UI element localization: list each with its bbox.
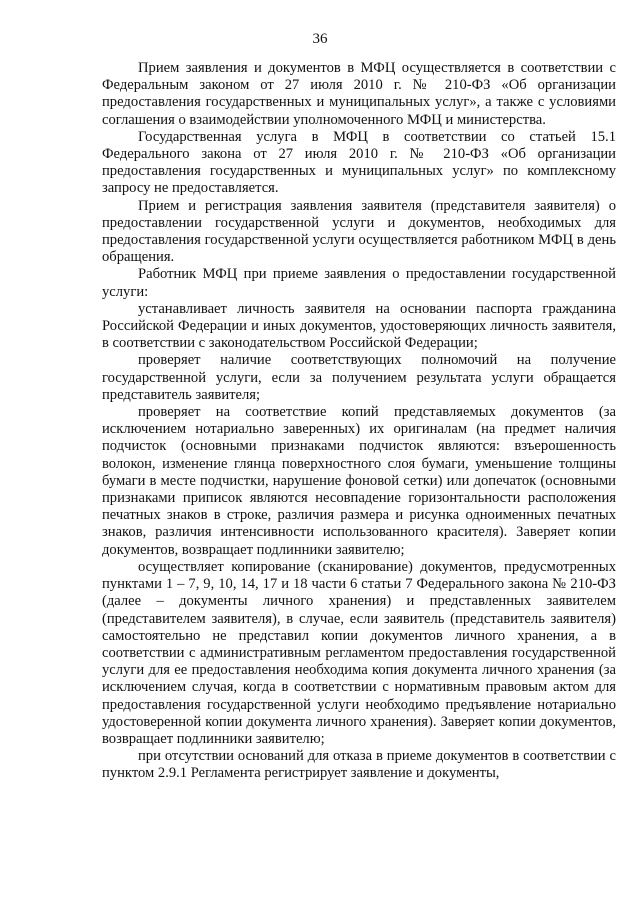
document-body (102, 60, 616, 783)
paragraph: Государственная услуга в МФЦ в соответствии со статьей 15.1 Федерального закона от 27 июля 2010 г. № 210-ФЗ «Об организации предоставления государственных и муниципальных услуг» по комплексному запросу не предоставляется. (102, 128, 616, 197)
paragraph: Работник МФЦ при приеме заявления о предоставлении государственной услуги: (102, 266, 616, 300)
paragraph: осуществляет копирование (сканирование) документов, предусмотренных пунктами 1 – 7, 9, 10, 14, 17 и 18 части 6 статьи 7 Федерального закона № 210-ФЗ (далее – документы личного хранения) и представленных заявителем (представителем заявителя), в случае, если заявитель (представитель заявителя) самостоятельно не представил копии документов личного хранения, а в соответствии с административным регламентом предоставления государственной услуги для ее предоставления необходима копия документа личного хранения (за исключением случая, когда в соответствии с нормативным правовым актом для предоставления государственной услуги необходимо предъявление нотариально удостоверенной копии документа личного хранения). Заверяет копии документов, возвращает подлинники заявителю; (102, 558, 616, 747)
paragraph: при отсутствии оснований для отказа в приеме документов в соответствии с пунктом 2.9.1 Регламента регистрирует заявление и документы, (102, 748, 616, 782)
paragraph: Прием и регистрация заявления заявителя (представителя заявителя) о предоставлении государственной услуги и документов, необходимых для предоставления государственной услуги осуществляется работником МФЦ в день обращения. (102, 197, 616, 266)
page-number: 36 (312, 31, 328, 47)
paragraph: Прием заявления и документов в МФЦ осуществляется в соответствии с Федеральным законом от 27 июля 2010 г. № 210-ФЗ «Об организации предоставления государственных и муниципальных услуг», а также с условиями соглашения о взаимодействии уполномоченного МФЦ и министерства. (102, 60, 616, 128)
paragraph: проверяет наличие соответствующих полномочий на получение государственной услуги, если за получением результата услуги обращается представитель заявителя; (102, 352, 616, 403)
paragraph: проверяет на соответствие копий представляемых документов (за исключением нотариально заверенных) их оригиналам (на предмет наличия подчисток (основными признаками подчисток являются: взъерошенность волокон, изменение глянца поверхностного слоя бумаги, уменьшение толщины бумаги в месте подчистки, нарушение фоновой сетки) или допечаток (основными признаками приписок являются несовпадение горизонтальности расположения печатных знаков в строке, различия размера и рисунка одноименных печатных знаков, различия интенсивности использованного красителя). Заверяет копии документов, возвращает подлинники заявителю; (102, 404, 616, 558)
paragraph: устанавливает личность заявителя на основании паспорта гражданина Российской Федерации и иных документов, удостоверяющих личность заявителя, в соответствии с законодательством Российской Федерации; (102, 300, 616, 352)
